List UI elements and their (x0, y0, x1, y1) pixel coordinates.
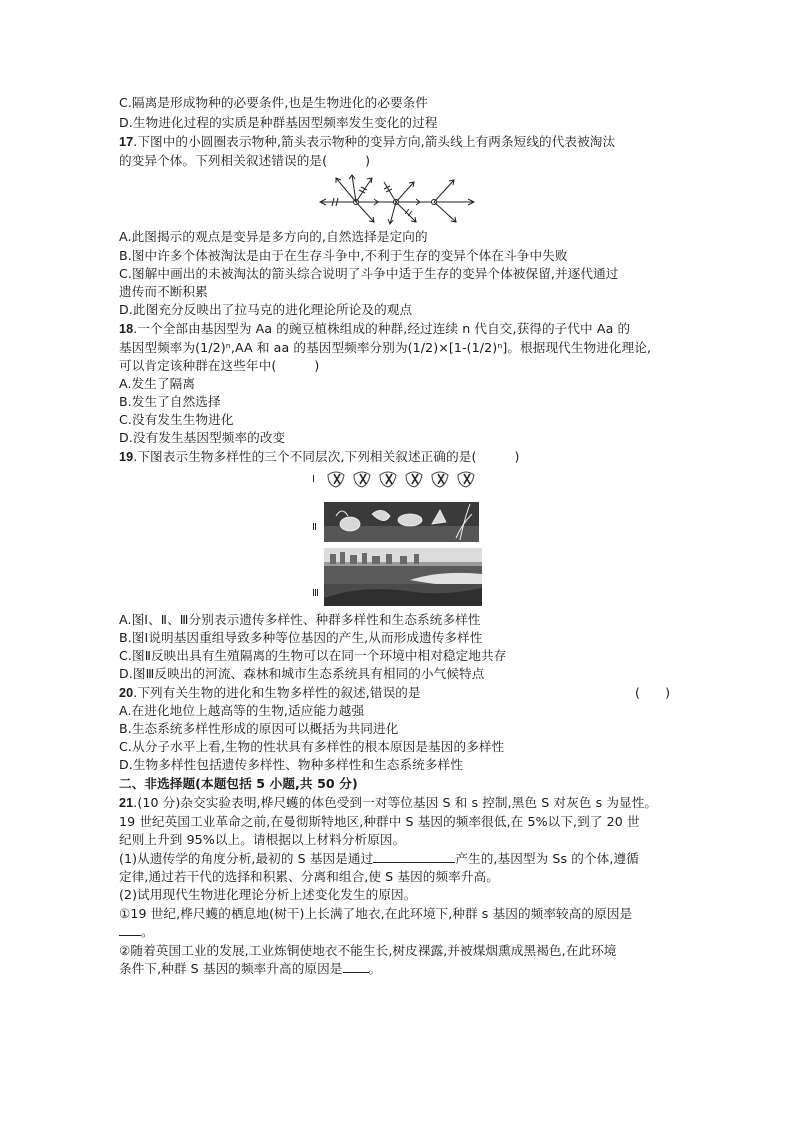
q21-part1-text-cont: 产生的,基因型为 Ss 的个体,遵循 (455, 851, 639, 866)
q17-number: 17 (119, 135, 134, 149)
q18-option-a: A.发生了隔离 (119, 376, 196, 391)
q20-option-d: D.生物多样性包括遗传多样性、物种多样性和生态系统多样性 (119, 757, 463, 772)
q19-biodiversity-figure (310, 468, 485, 608)
q21-part2-2-line1: ②随着英国工业的发展,工业炼铜使地衣不能生长,树皮裸露,并被煤烟熏成黑褐色,在此环境 (119, 943, 617, 958)
q18-stem-text3: 可以肯定该种群在这些年中( (119, 358, 277, 373)
q17-paren-close: ) (365, 153, 371, 168)
q17-option-d: D.此图充分反映出了拉马克的进化理论所论及的观点 (119, 302, 413, 317)
q21-part2-1-line2 (119, 923, 154, 940)
q21-part2-1-end: 。 (141, 924, 154, 939)
q19-number: 19 (119, 450, 134, 464)
q18-stem-text: .一个全部由基因型为 Aa 的豌豆植株组成的种群,经过连续 n 代自交,获得的子代中 Aa 的 (133, 321, 631, 336)
q19-stem-text: .下图表示生物多样性的三个不同层次,下列相关叙述正确的是( (133, 449, 477, 464)
q20-number: 20 (119, 686, 134, 700)
q17-stem-line2 (119, 152, 370, 169)
section-two-heading: 二、非选择题(本题包括 5 小题,共 50 分) (119, 776, 358, 791)
q17-option-a: A.此图揭示的观点是变异是多方向的,自然选择是定向的 (119, 229, 428, 244)
q21-part2-1-line1: ①19 世纪,桦尺蠖的栖息地(树干)上长满了地衣,在此环境下,种群 s 基因的频率较高的原因是 (119, 906, 633, 921)
q21-part1-line2: 定律,通过若干代的选择和积累、分离和组合,使 S 基因的频率升高。 (119, 869, 499, 884)
q21-part2-1-blank[interactable] (119, 923, 141, 936)
q21-part1-blank[interactable] (373, 850, 455, 863)
q20-option-a: A.在进化地位上越高等的生物,适应能力越强 (119, 703, 365, 718)
q17-stem-line1 (119, 133, 615, 151)
q20-option-c: C.从分子水平上看,生物的性状具有多样性的根本原因是基因的多样性 (119, 739, 505, 754)
q19-stem (119, 448, 520, 466)
q20-answer-paren: ( ) (635, 685, 671, 700)
q21-part2-2-blank[interactable] (343, 960, 369, 973)
q18-paren-close: ) (314, 358, 320, 373)
q21-part2-2-line2 (119, 960, 381, 977)
q20-option-b: B.生态系统多样性形成的原因可以概括为共同进化 (119, 721, 399, 736)
q17-stem-text: .下图中的小圆圈表示物种,箭头表示物种的变异方向,箭头线上有两条短线的代表被淘汰 (133, 134, 616, 149)
q21-part2-2-text: 条件下,种群 S 基因的频率升高的原因是 (119, 961, 343, 976)
q18-option-d: D.没有发生基因型频率的改变 (119, 430, 286, 445)
q17-stem-text2: 的变异个体。下列相关叙述错误的是( (119, 153, 328, 168)
q21-part2-heading: (2)试用现代生物进化理论分析上述变化发生的原因。 (119, 887, 417, 902)
q18-stem-line1 (119, 320, 630, 338)
q19-option-c: C.图Ⅱ反映出具有生殖隔离的生物可以在同一个环境中相对稳定地共存 (119, 648, 507, 663)
fig19-label-iii: Ⅲ (312, 588, 319, 599)
q21-stem-line3: 纪则上升到 95%以上。请根据以上材料分析原因。 (119, 832, 406, 847)
q16-option-c: C.隔离是形成物种的必要条件,也是生物进化的必要条件 (119, 95, 429, 110)
q20-stem-text: .下列有关生物的进化和生物多样性的叙述,错误的是 (133, 685, 421, 700)
q17-option-b: B.图中许多个体被淘汰是由于在生存斗争中,不利于生存的变异个体在斗争中失败 (119, 248, 568, 263)
q21-part2-2-end: 。 (368, 961, 382, 976)
q19-paren-close: ) (514, 449, 520, 464)
q21-stem-line2: 19 世纪英国工业革命之前,在曼彻斯特地区,种群中 S 基因的频率很低,在 5%以下,到了 20 世 (119, 814, 640, 829)
fig19-label-i: Ⅰ (312, 474, 315, 485)
q19-option-b: B.图Ⅰ说明基因重组导致多种等位基因的产生,从而形成遗传多样性 (119, 630, 483, 645)
q17-option-c-line2: 遗传而不断积累 (119, 284, 208, 299)
q19-option-d: D.图Ⅲ反映出的河流、森林和城市生态系统具有相同的小气候特点 (119, 666, 485, 681)
q19-option-a: A.图Ⅰ、Ⅱ、Ⅲ分别表示遗传多样性、种群多样性和生态系统多样性 (119, 612, 481, 627)
q20-stem (119, 684, 421, 702)
q18-option-c: C.没有发生生物进化 (119, 412, 234, 427)
q21-part1-line1 (119, 850, 639, 867)
fig19-label-ii: Ⅱ (312, 522, 317, 533)
q21-part1-text: (1)从遗传学的角度分析,最初的 S 基因是通过 (119, 851, 374, 866)
q21-number: 21 (119, 796, 134, 810)
q18-stem-line2: 基因型频率为(1/2)ⁿ,AA 和 aa 的基因型频率分别为(1/2)×[1-(1/2)ⁿ]。根据现代生物进化理论, (119, 340, 652, 355)
q18-number: 18 (119, 322, 134, 336)
q16-option-d: D.生物进化过程的实质是种群基因型频率发生变化的过程 (119, 115, 438, 130)
q17-variation-diagram (316, 170, 478, 230)
q17-option-c-line1: C.图解中画出的未被淘汰的箭头综合说明了斗争中适于生存的变异个体被保留,并逐代通过 (119, 266, 619, 281)
q21-stem-line1 (119, 794, 657, 812)
q18-option-b: B.发生了自然选择 (119, 394, 221, 409)
q21-stem-text: .(10 分)杂交实验表明,桦尺蠖的体色受到一对等位基因 S 和 s 控制,黑色 S 对灰色 s 为显性。 (133, 795, 658, 810)
q18-stem-line3 (119, 357, 319, 374)
